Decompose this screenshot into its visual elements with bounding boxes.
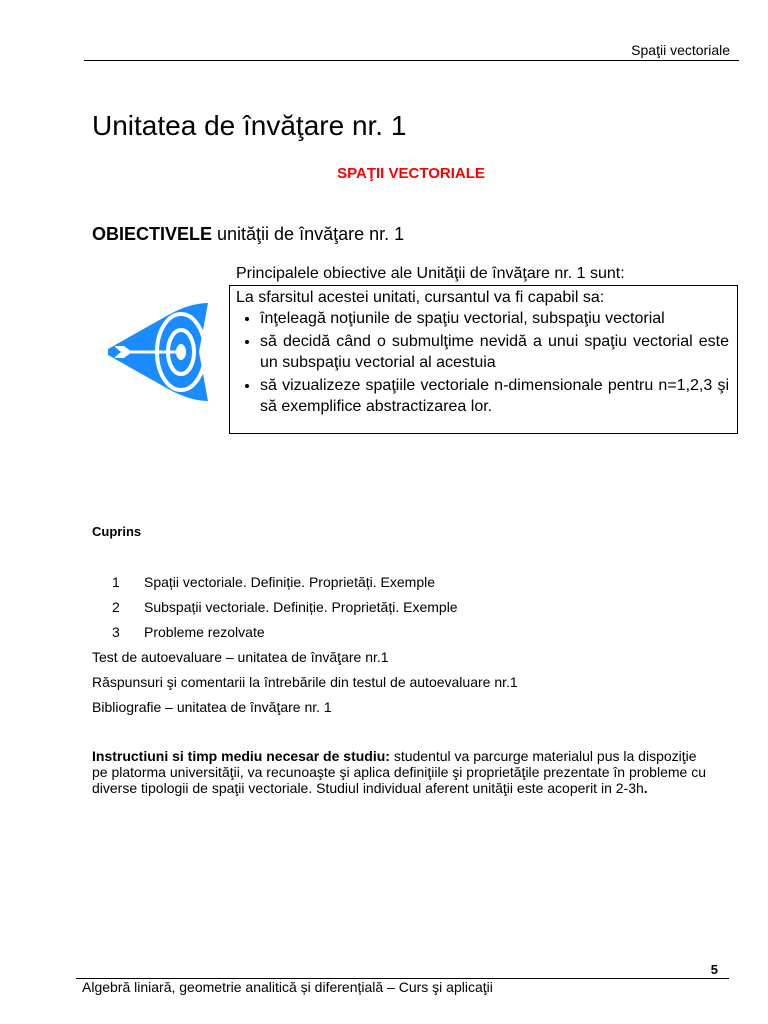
objective-item: • înţeleagă noţiunile de spaţiu vectorial, subspaţiu vectorial — [260, 308, 729, 329]
footer-text: Algebră liniară, geometrie analitică și diferențială – Curs şi aplicaţii — [82, 979, 493, 995]
header-divider — [84, 60, 739, 61]
contents-item-number: 2 — [112, 599, 120, 615]
chapter-title: SPAŢII VECTORIALE — [337, 165, 485, 182]
objectives-heading — [92, 224, 404, 245]
contents-item-text: Spații vectoriale. Definiție. Proprietăți. Exemple — [144, 574, 436, 590]
study-instructions-text: studentul va parcurge materialul pus la dispoziţie pe platorma universităţii, va recunoaşte şi aplica definiţiile şi proprietăţile prezentate în probleme cu diverse tipologii de spaţii vectoriale. Studiul individual aferent unităţii este acoperit in 2-3h — [92, 748, 706, 796]
contents-extra-item: Răspunsuri şi comentarii la întrebările din testul de autoevaluare nr.1 — [92, 674, 518, 690]
objectives-box-intro: La sfarsitul acestei unitati, cursantul va fi capabil sa: — [236, 289, 605, 306]
objectives-box — [229, 285, 738, 434]
objectives-intro: Principalele obiective ale Unităţii de învăţare nr. 1 sunt: — [236, 265, 625, 282]
contents-item-text: Probleme rezolvate — [144, 624, 265, 640]
contents-item — [112, 574, 458, 599]
objectives-heading-bold: OBIECTIVELE — [92, 224, 213, 244]
contents-extra-list — [92, 649, 518, 724]
objectives-heading-rest: unităţii de învăţare nr. 1 — [212, 224, 405, 244]
contents-extra-item: Bibliografie – unitatea de învăţare nr. 1 — [92, 699, 332, 715]
page-title: Unitatea de învăţare nr. 1 — [92, 110, 407, 141]
page-number: 5 — [710, 962, 718, 977]
study-instructions-end: . — [643, 780, 648, 796]
target-arrow-icon — [108, 303, 208, 401]
contents-item-text: Subspații vectoriale. Definiție. Proprietăți. Exemple — [144, 599, 458, 615]
contents-item-number: 1 — [112, 574, 120, 590]
study-instructions — [92, 748, 712, 796]
contents-extra-item: Test de autoevaluare – unitatea de învăţare nr.1 — [92, 649, 389, 665]
study-instructions-label: Instructiuni si timp mediu necesar de studiu: — [92, 748, 390, 764]
running-header: Spaţii vectoriale — [631, 42, 730, 58]
contents-numbered-list — [112, 574, 458, 649]
contents-heading: Cuprins — [92, 524, 142, 539]
contents-item — [112, 624, 458, 649]
objectives-list — [236, 308, 729, 417]
contents-item — [112, 599, 458, 624]
contents-item-number: 3 — [112, 624, 120, 640]
objective-item: • să vizualizeze spaţiile vectoriale n-dimensionale pentru n=1,2,3 şi să exemplifice abstractizarea lor. — [260, 375, 729, 417]
objective-item: • să decidă când o submulţime nevidă a unui spaţiu vectorial este un subspaţiu vectorial al acestuia — [260, 331, 729, 373]
